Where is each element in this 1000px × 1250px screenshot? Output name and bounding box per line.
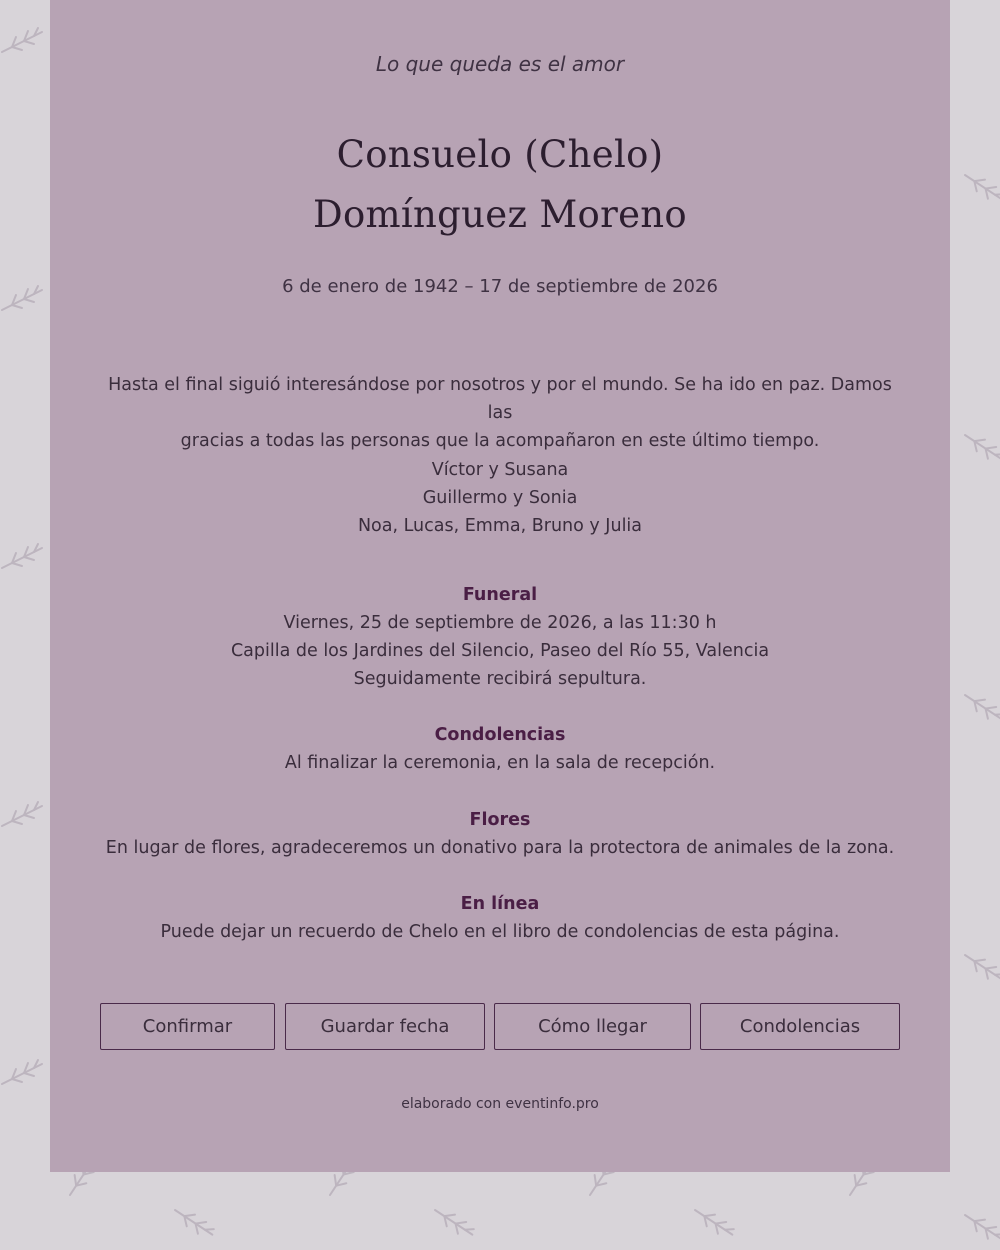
leaf-sprig-icon bbox=[2, 802, 42, 826]
funeral-place: Capilla de los Jardines del Silencio, Paseo del Río 55, Valencia bbox=[230, 641, 770, 661]
action-buttons bbox=[100, 1003, 900, 1050]
flowers-section bbox=[100, 806, 900, 862]
leaf-sprig-icon bbox=[965, 1203, 1000, 1250]
condolences-button[interactable]: Condolencias bbox=[700, 1003, 900, 1050]
online-text: Puede dejar un recuerdo de Chelo en el libro de condolencias de esta página. bbox=[160, 922, 840, 942]
leaf-sprig-icon bbox=[435, 1198, 476, 1245]
condolences-heading: Condolencias bbox=[434, 725, 566, 745]
save-date-button[interactable]: Guardar fecha bbox=[285, 1003, 485, 1050]
flowers-heading: Flores bbox=[469, 810, 531, 830]
deceased-name-line-1: Consuelo (Chelo) bbox=[336, 133, 664, 176]
family-member: Guillermo y Sonia bbox=[422, 488, 578, 508]
directions-button[interactable]: Cómo llegar bbox=[494, 1003, 691, 1050]
condolences-section bbox=[100, 721, 900, 777]
leaf-sprig-icon bbox=[2, 544, 42, 568]
leaf-sprig-icon bbox=[2, 286, 42, 310]
obituary-card bbox=[50, 0, 950, 1172]
online-section bbox=[100, 890, 900, 946]
farewell-message-line: Hasta el final siguió interesándose por nosotros y por el mundo. Se ha ido en paz. Damos las bbox=[108, 375, 892, 423]
funeral-heading: Funeral bbox=[462, 585, 538, 605]
leaf-sprig-icon bbox=[2, 28, 42, 52]
flowers-text: En lugar de flores, agradeceremos un donativo para la protectora de animales de la zona. bbox=[105, 838, 895, 858]
online-heading: En línea bbox=[460, 894, 540, 914]
condolences-text: Al finalizar la ceremonia, en la sala de recepción. bbox=[284, 753, 716, 773]
family-member: Víctor y Susana bbox=[431, 460, 569, 480]
funeral-date: Viernes, 25 de septiembre de 2026, a las 11:30 h bbox=[283, 613, 717, 633]
leaf-sprig-icon bbox=[965, 943, 1000, 990]
deceased-name-line-2: Domínguez Moreno bbox=[312, 193, 687, 236]
leaf-sprig-icon bbox=[695, 1198, 736, 1245]
confirm-button[interactable]: Confirmar bbox=[100, 1003, 275, 1050]
leaf-sprig-icon bbox=[965, 163, 1000, 210]
funeral-section bbox=[100, 581, 900, 693]
leaf-sprig-icon bbox=[965, 423, 1000, 470]
motto: Lo que queda es el amor bbox=[375, 52, 625, 76]
footer-credit[interactable]: elaborado con eventinfo.pro bbox=[401, 1096, 599, 1112]
leaf-sprig-icon bbox=[175, 1198, 216, 1245]
family-member: Noa, Lucas, Emma, Bruno y Julia bbox=[357, 516, 643, 536]
farewell-message bbox=[100, 371, 900, 455]
life-dates: 6 de enero de 1942 – 17 de septiembre de 2026 bbox=[282, 276, 718, 297]
farewell-message-line: gracias a todas las personas que la acompañaron en este último tiempo. bbox=[180, 431, 820, 451]
leaf-sprig-icon bbox=[2, 1060, 42, 1084]
leaf-sprig-icon bbox=[965, 683, 1000, 730]
funeral-note: Seguidamente recibirá sepultura. bbox=[353, 669, 647, 689]
family-signatures bbox=[100, 456, 900, 540]
